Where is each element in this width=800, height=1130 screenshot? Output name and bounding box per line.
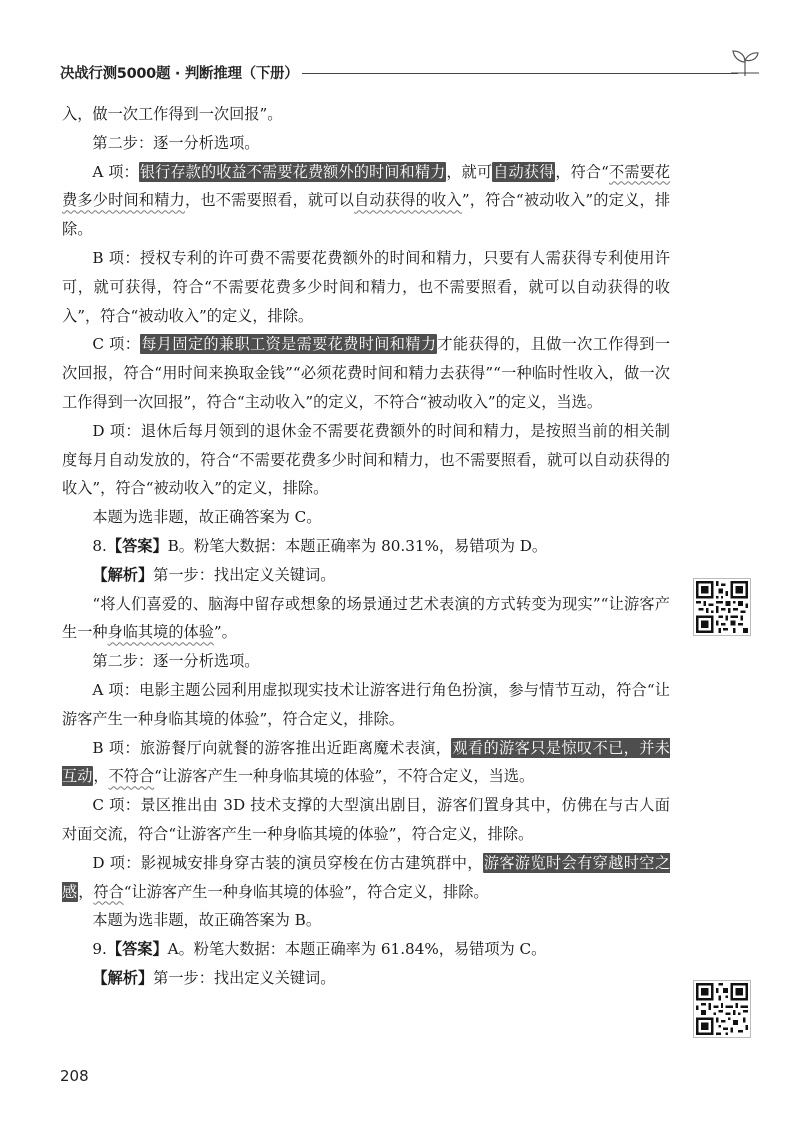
option-b-analysis: B 项：授权专利的许可费不需要花费额外的时间和精力，只要有人需获得专利使用许可，就可获得，符合“不需要花费多少时间和精力，也不需要照看，就可以自动获得的收入”，符合“被动收入”的定义，排除。 [62, 248, 670, 325]
wavy-underline: 身临其境的体验 [107, 623, 214, 642]
option-a-analysis: A 项：电影主题公园利用虚拟现实技术让游客进行角色扮演，参与情节互动，符合“让游客产生一种身临其境的体验”，符合定义，排除。 [62, 680, 670, 728]
option-c-analysis: C 项：景区推出由 3D 技术支撑的大型演出剧目，游客们置身其中，仿佛在与古人面对面交流，符合“让游客产生一种身临其境的体验”，符合定义，排除。 [62, 796, 670, 843]
highlight: 自动获得 [493, 162, 555, 181]
highlight: 银行存款的收益不需要花费额外的时间和精力 [139, 162, 446, 181]
analysis-label: 【解析】 [92, 565, 154, 584]
question-9-analysis: 【解析】第一步：找出定义关键词。 [92, 968, 336, 987]
question-8-analysis: 【解析】第一步：找出定义关键词。 [92, 565, 336, 584]
header-rule [302, 73, 738, 74]
page-header [60, 60, 760, 84]
wavy-underline: 不符合 [108, 767, 155, 786]
paragraph: 第二步：逐一分析选项。 [92, 133, 260, 152]
wavy-underline: 自动获得的收入 [354, 191, 462, 210]
question-9-answer: 9.【答案】A。粉笔大数据：本题正确率为 61.84%，易错项为 C。 [92, 940, 547, 959]
answer-label: 【答案】 [106, 940, 168, 959]
wavy-underline: 符合 [93, 882, 124, 901]
highlight: 每月固定的兼职工资是需要花费时间和精力 [141, 335, 437, 354]
leaf-sprout-icon [730, 46, 760, 78]
question-8-answer: 8.【答案】B。粉笔大数据：本题正确率为 80.31%，易错项为 D。 [92, 536, 548, 555]
definition-keywords: “将人们喜爱的、脑海中留存或想象的场景通过艺术表演的方式转变为现实”“让游客产生一种身临其境的体验”。 [62, 594, 670, 642]
conclusion: 本题为选非题，故正确答案为 C。 [92, 508, 322, 527]
book-title: 决战行测5000题 · 判断推理（下册） [60, 66, 299, 82]
paragraph: 第二步：逐一分析选项。 [92, 652, 260, 671]
option-a-analysis: A 项：银行存款的收益不需要花费额外的时间和精力，就可自动获得，符合“不需要花费多少时间和精力，也不需要照看，就可以自动获得的收入”，符合“被动收入”的定义，排除。 [62, 162, 671, 239]
option-d-analysis: D 项：退休后每月领到的退休金不需要花费额外的时间和精力，是按照当前的相关制度每月自动发放的，符合“不需要花费多少时间和精力，也不需要照看，就可以自动获得的收入”，符合“被动收入”的定义，排除。 [62, 421, 670, 498]
highlight: 观看的游客只是惊叹不已，并未互动 [62, 738, 670, 786]
answer-label: 【答案】 [106, 536, 168, 555]
highlight: 游客游览时会有穿越时空之感 [62, 853, 671, 901]
page-number: 208 [60, 1067, 89, 1085]
conclusion: 本题为选非题，故正确答案为 B。 [92, 911, 322, 930]
analysis-label: 【解析】 [92, 968, 154, 987]
option-b-analysis: B 项：旅游餐厅向就餐的游客推出近距离魔术表演，观看的游客只是惊叹不已，并未互动，不符合“让游客产生一种身临其境的体验”，不符合定义，当选。 [62, 738, 670, 786]
option-d-analysis: D 项：影视城安排身穿古装的演员穿梭在仿古建筑群中，游客游览时会有穿越时空之感，符合“让游客产生一种身临其境的体验”，符合定义，排除。 [62, 853, 671, 901]
option-c-analysis: C 项：每月固定的兼职工资是需要花费时间和精力才能获得的，且做一次工作得到一次回报，符合“用时间来换取金钱”“必须花费时间和精力去获得”“一种临时性收入，做一次工作得到一次回报”，符合“主动收入”的定义，不符合“被动收入”的定义，当选。 [62, 335, 671, 411]
paragraph: 入，做一次工作得到一次回报”。 [62, 105, 283, 123]
wavy-underline: 不需要花费多少时间和精力 [62, 162, 671, 210]
answer-explanation [62, 100, 670, 993]
qr-code-icon[interactable] [693, 578, 751, 636]
qr-code-icon[interactable] [693, 980, 751, 1038]
